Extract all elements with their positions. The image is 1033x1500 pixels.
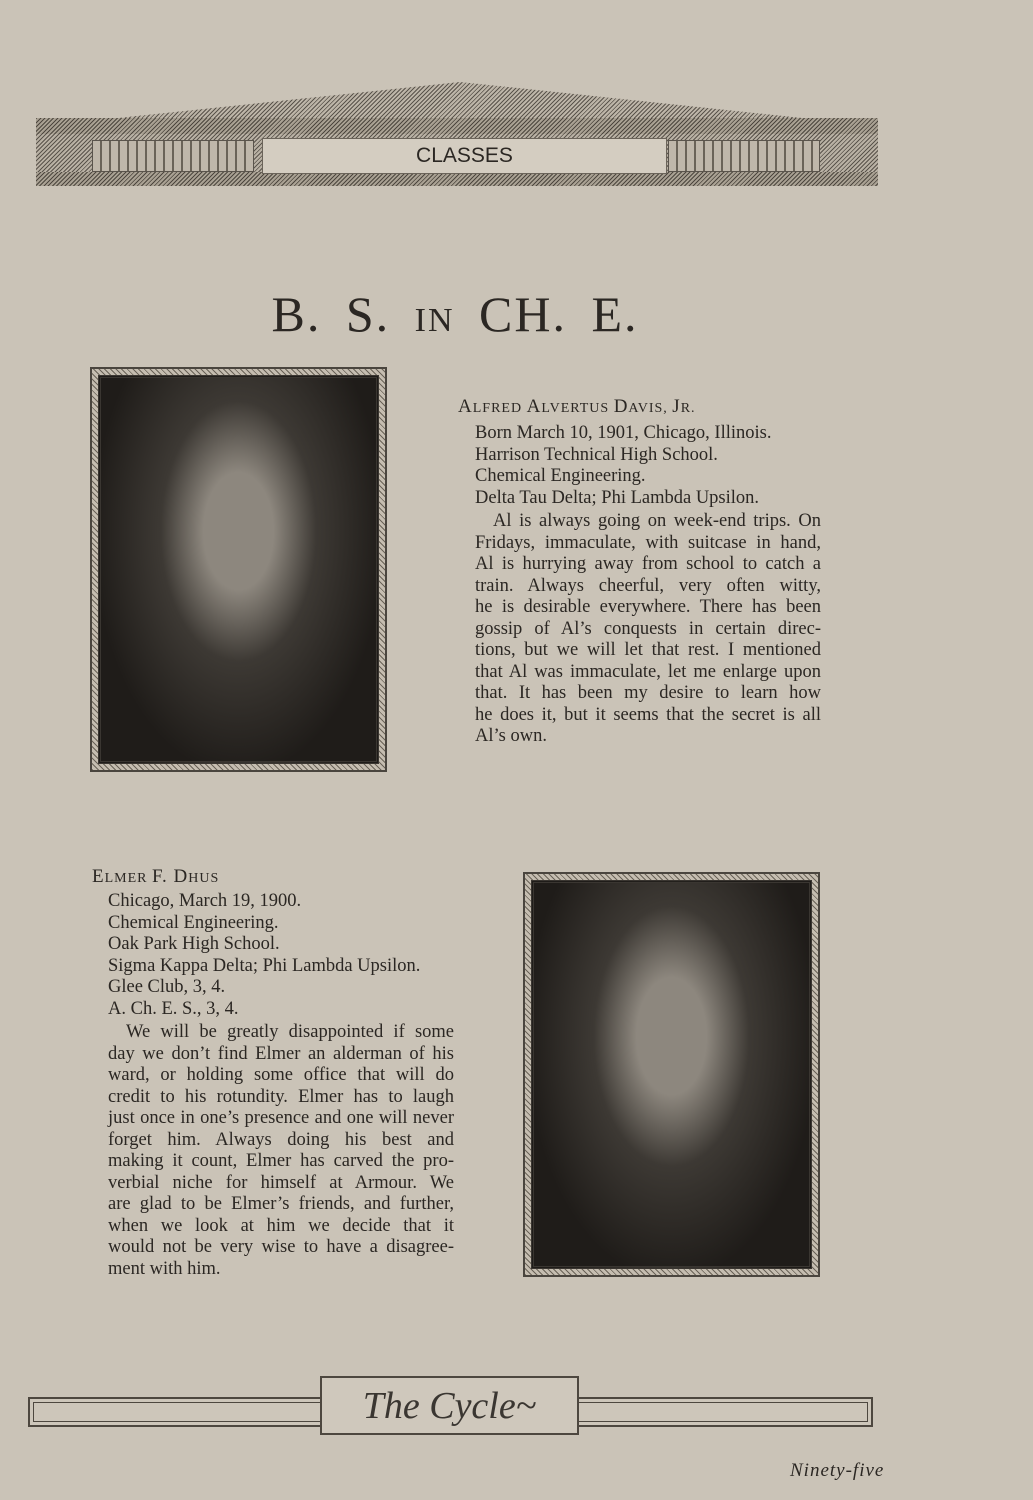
para-line: ward, or holding some office that will do	[108, 1065, 454, 1085]
fact-line: A. Ch. E. S., 3, 4.	[108, 998, 239, 1019]
name-part: R.	[680, 401, 696, 416]
para-line: making it count, Elmer has carved the pro-	[108, 1151, 454, 1171]
title-part-a: B. S.	[271, 286, 391, 342]
name-part: AVIS,	[628, 401, 673, 416]
section-label: CLASSES	[262, 138, 667, 174]
name-initial: D	[613, 396, 629, 417]
fact-line: Sigma Kappa Delta; Phi Lambda Upsilon.	[108, 955, 421, 976]
name-initial: A	[458, 396, 473, 417]
para-line: would not be very wise to have a disagree-	[108, 1237, 454, 1257]
para-line: forget him. Always doing his best and	[108, 1129, 454, 1150]
para-line: day we don’t find Elmer an alderman of his	[108, 1043, 454, 1064]
fact-line: Chicago, March 19, 1900.	[108, 891, 302, 911]
biography-paragraph	[475, 511, 821, 748]
name-initial: E	[92, 866, 105, 887]
para-line: tions, but we will let that rest. I mentioned	[475, 640, 821, 660]
header-pediment-ornament	[80, 82, 840, 122]
title-part-small: IN	[414, 302, 455, 339]
para-line: he is desirable everywhere. There has been	[475, 597, 821, 617]
student-name	[458, 396, 696, 418]
name-part: HUS	[188, 871, 220, 886]
para-line: Al is always going on week-end trips. On	[493, 511, 821, 531]
fact-line: Glee Club, 3, 4.	[108, 977, 226, 997]
fact-line: Delta Tau Delta; Phi Lambda Upsilon.	[475, 487, 760, 508]
header-base-molding	[36, 172, 878, 186]
para-line: just once in one’s presence and one will never	[108, 1108, 454, 1128]
page-number: Ninety-five	[790, 1460, 885, 1481]
para-line: he does it, but it seems that the secret is all	[475, 704, 821, 725]
name-part: LMER	[104, 871, 152, 886]
biography-paragraph	[108, 1022, 454, 1280]
para-line: verbial niche for himself at Armour. We	[108, 1172, 454, 1193]
facts-list	[475, 423, 771, 509]
header-dentil-left	[92, 140, 254, 172]
name-initial: J	[672, 396, 681, 417]
header-dentil-right	[668, 140, 820, 172]
para-line: train. Always cheerful, very often witty,	[475, 575, 821, 596]
name-initial: D	[173, 866, 189, 887]
portrait-dhus	[523, 872, 820, 1277]
para-line: credit to his rotundity. Elmer has to laugh	[108, 1086, 454, 1107]
name-initial: A	[526, 396, 542, 417]
para-line: that Al was immaculate, let me enlarge upon	[475, 661, 821, 682]
para-line: are glad to be Elmer’s friends, and further,	[108, 1194, 454, 1214]
para-line: Al’s own.	[475, 726, 547, 746]
para-line: ment with him.	[108, 1258, 221, 1279]
fact-line: Chemical Engineering.	[475, 466, 646, 486]
para-line: that. It has been my desire to learn how	[475, 683, 821, 703]
fact-line: Harrison Technical High School.	[475, 444, 718, 465]
para-line: Al is hurrying away from school to catch a	[475, 554, 821, 574]
page-title	[0, 285, 910, 343]
para-line: when we look at him we decide that it	[108, 1215, 454, 1236]
fact-line: Born March 10, 1901, Chicago, Illinois.	[475, 423, 772, 443]
footer-logo: The Cycle~	[320, 1376, 579, 1435]
para-line: Fridays, immaculate, with suitcase in hand,	[475, 532, 821, 553]
name-part: LFRED	[472, 401, 527, 416]
para-line: gossip of Al’s conquests in certain direc-	[475, 618, 821, 639]
facts-list	[108, 891, 420, 1020]
portrait-photo	[98, 375, 379, 764]
portrait-davis	[90, 367, 387, 772]
student-name	[92, 866, 219, 888]
name-part: LVERTUS	[541, 401, 614, 416]
title-part-b: CH. E.	[479, 286, 639, 342]
header-cornice	[36, 118, 878, 134]
portrait-photo	[531, 880, 812, 1269]
para-line: We will be greatly disappointed if some	[126, 1022, 454, 1042]
name-part: F.	[152, 866, 174, 887]
fact-line: Oak Park High School.	[108, 934, 280, 954]
fact-line: Chemical Engineering.	[108, 912, 279, 933]
